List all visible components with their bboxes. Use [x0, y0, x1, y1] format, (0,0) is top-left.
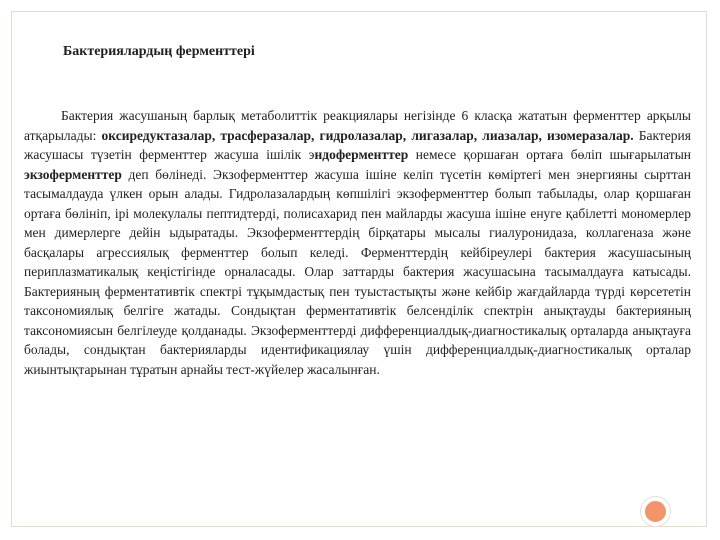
slide-title	[63, 44, 255, 60]
title-part-1: Бактериялардың	[63, 44, 173, 59]
enzyme-classes-bold: оксиредуктазалар, трасферазалар, гидролазалар, лигазалар, лиазалар, изомеразалар.	[101, 127, 634, 143]
endoenzymes-bold: ндоферменттер	[314, 147, 409, 162]
body-paragraph	[24, 106, 691, 379]
title-part-2: ферменттері	[175, 44, 255, 59]
body-segment-2: Бактерия жасушасы түзетін ферменттер жасуша ішілік э	[24, 127, 691, 162]
body-segment-4: деп бөлінеді. Экзоферменттер жасуша ішіне келіп түсетін көміртегі мен энергияны сырттан тасымалдауда үлкен орын алады. Гидролазалардың көпшілігі экзоферменттер болып табылады, олар қоршаған ортаға бөлініп, ірі молекулалы пептидтерді, полисахарид пен майларды жасуша ішіне енуге қабілетті мономерлер мен димерлерге дейін ыдыратады. Экзоферменттердің бірқатары мысалы гиалуронидаза, коллагеназа және басқалары агрессиялық ферменттер болып келеді. Ферменттердің кейбіреулері бактерия жасушасының периплазматикалық кеңістігінде орналасады. Олар заттарды бактерия жасушасына тасымалдауға катысады. Бактерияның ферментативтік спектрі тұқымдастық пен туыстастықты және кейбір жағдайларда түрді көрсететін таксономиялық белгіге жатады. Сондықтан ферментативтік белсенділік спектрін анықтауды бактерияның таксономиясын белгілеуде қолданады. Экзоферменттерді дифференциалдық-диагностикалық орталарда анықтауға болады, сондықтан бактерияларды идентификациялау үшін дифференциалдық-диагностикалық орталар жиынтықтарынан тұратын арнайы тест-жүйелер жасалынған.	[24, 166, 691, 377]
body-segment-1: Бактерия жасушаның барлық метаболиттік реакциялары негізінде 6 класқа жататын ферменттер арқылы атқарылады:	[24, 108, 691, 143]
exoenzymes-bold: экзоферменттер	[24, 166, 122, 182]
decorative-circle-icon	[641, 497, 670, 526]
body-segment-3: немесе қоршаған ортаға бөліп шығарылатын	[408, 147, 691, 162]
